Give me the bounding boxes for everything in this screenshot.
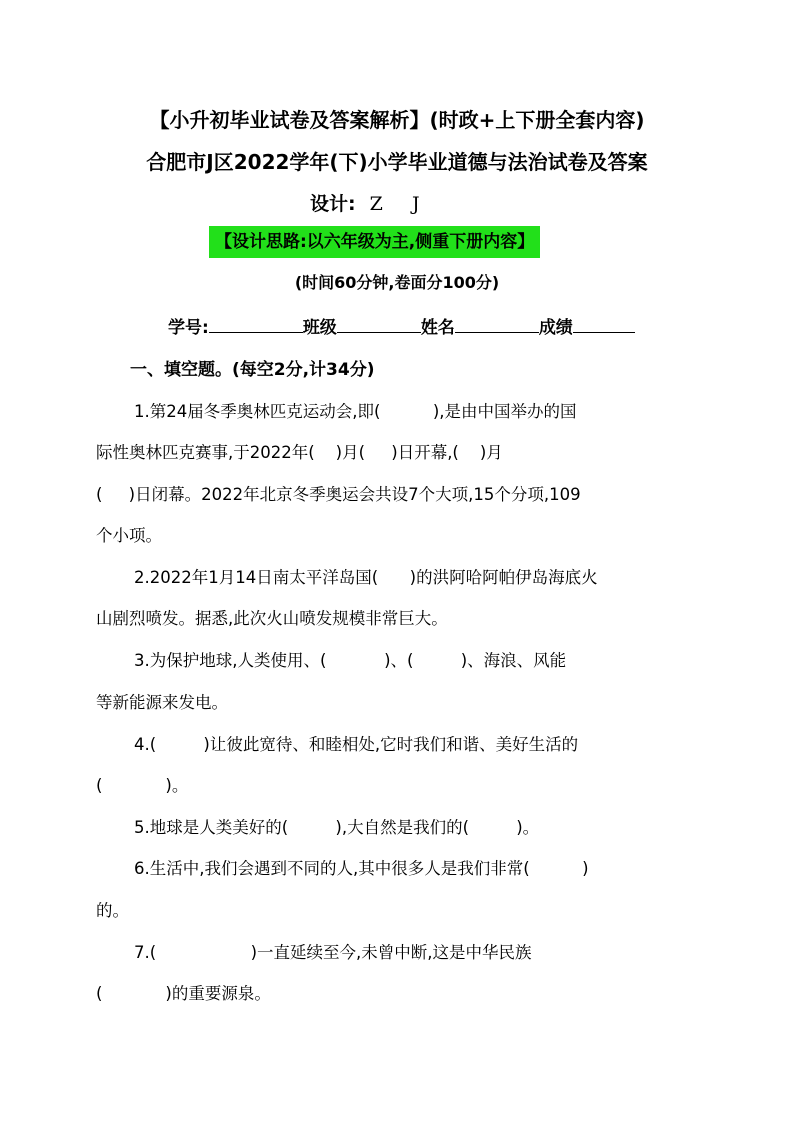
score-label: 成绩 (538, 318, 573, 338)
design-idea-badge: 【设计思路:以六年级为主,侧重下册内容】 (209, 226, 540, 258)
section1-heading: 一、填空题。(每空2分,计34分) (130, 360, 375, 380)
question-line: 2.2022年1月14日南太平洋岛国( )的洪阿哈阿帕伊岛海底火 (134, 568, 598, 587)
question-line: 际性奥林匹克赛事,于2022年( )月( )日开幕,( )月 (96, 443, 503, 462)
question-line: 山剧烈喷发。据悉,此次火山喷发规模非常巨大。 (96, 609, 448, 628)
name-blank[interactable] (455, 314, 539, 333)
question-line: 6.生活中,我们会遇到不同的人,其中很多人是我们非常( ) (134, 859, 589, 878)
question-line: ( )日闭幕。2022年北京冬季奥运会共设7个大项,15个分项,109 (96, 485, 581, 504)
question-line: 的。 (96, 901, 129, 920)
designer-label: 设计: (310, 193, 356, 215)
question-line: ( )的重要源泉。 (96, 984, 271, 1003)
designer-name: Z J (369, 193, 421, 215)
question-line: 1.第24届冬季奥林匹克运动会,即( ),是由中国举办的国 (134, 402, 577, 421)
score-blank[interactable] (573, 314, 635, 333)
question-line: 4.( )让彼此宽待、和睦相处,它时我们和谐、美好生活的 (134, 735, 579, 754)
question-line: 等新能源来发电。 (96, 693, 228, 712)
question-line: 个小项。 (96, 526, 162, 545)
student-id-label: 学号: (168, 318, 209, 338)
question-line: 7.( )一直延续至今,未曾中断,这是中华民族 (134, 943, 532, 962)
question-line: 3.为保护地球,人类使用、( )、( )、海浪、风能 (134, 651, 567, 670)
student-id-blank[interactable] (209, 314, 303, 333)
question-line: 5.地球是人类美好的( ),大自然是我们的( )。 (134, 818, 540, 837)
name-label: 姓名 (420, 318, 455, 338)
student-info-row (168, 313, 635, 338)
time-info: (时间60分钟,卷面分100分) (294, 273, 500, 292)
exam-title-line1: 【小升初毕业试卷及答案解析】(时政+上下册全套内容) (149, 108, 645, 132)
class-label: 班级 (302, 318, 337, 338)
class-blank[interactable] (337, 314, 421, 333)
designer-line (310, 189, 421, 216)
exam-title-line2: 合肥市J区2022学年(下)小学毕业道德与法治试卷及答案 (146, 150, 648, 174)
question-line: ( )。 (96, 776, 189, 795)
